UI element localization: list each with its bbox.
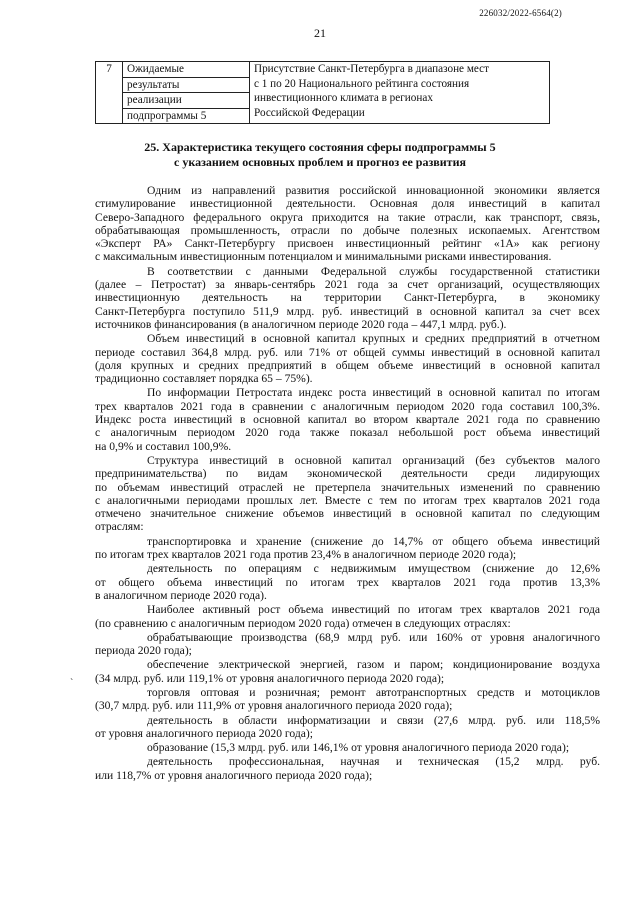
paragraph-line: (далее – Петростат) за январь-сентябрь 2021 года за счет организаций, осуществляющих xyxy=(95,278,600,292)
paragraph-line: Одним из направлений развития российской инновационной экономики является xyxy=(147,184,600,197)
paragraph xyxy=(95,535,600,562)
paragraph-line: инвестиционную деятельность на территории Санкт-Петербурга, в экономику xyxy=(95,291,600,305)
paragraph-line: отмечено значительное снижение объемов инвестиций в основной капитал по следующим xyxy=(95,507,600,521)
paragraph-line: предпринимательства) по видам экономической деятельности среди лидирующих xyxy=(95,467,600,481)
paragraph-line: торговля оптовая и розничная; ремонт автотранспортных средств и мотоциклов xyxy=(147,685,600,699)
row-name-cell xyxy=(123,62,250,124)
paragraph-line: или 118,7% от уровня аналогичного периода 2020 года); xyxy=(95,768,373,782)
paragraph-line: В соответствии с данными Федеральной службы государственной статистики xyxy=(147,264,600,278)
paragraph-line: источников финансирования (в аналогичном периоде 2020 года – 447,1 млрд. руб.). xyxy=(95,317,507,331)
paragraph-line: обрабатывающая промышленность, отрасли по добыче полезных ископаемых. Агентством xyxy=(95,223,600,237)
name-line: подпрограммы 5 xyxy=(127,109,207,122)
value-line: Присутствие Санкт-Петербурга в диапазоне мест xyxy=(254,63,490,75)
name-line: реализации xyxy=(123,93,249,109)
paragraph-line: Санкт-Петербурга поступило 511,9 млрд. руб. инвестиций в основной капитал за счет всех xyxy=(95,304,600,318)
section-title-line: с указанием основных проблем и прогноз ее развития xyxy=(174,155,466,169)
paragraph xyxy=(95,184,600,264)
paragraph-line: деятельность в области информатизации и связи (27,6 млрд. руб. или 118,5% xyxy=(147,713,600,727)
section-title-line: 25. Характеристика текущего состояния сферы подпрограммы 5 xyxy=(144,140,496,154)
paragraph-line: (34 млрд. руб. или 119,1% от уровня аналогичного периода 2020 года); xyxy=(95,671,445,685)
table-row xyxy=(96,62,550,124)
name-line: Ожидаемые xyxy=(123,62,249,78)
paragraph xyxy=(95,741,600,754)
row-number-cell: 7 xyxy=(96,62,123,124)
paragraph xyxy=(95,603,600,630)
paragraph xyxy=(95,686,600,713)
paragraph-line: образование (15,3 млрд. руб. или 146,1% от уровня аналогичного периода 2020 года); xyxy=(147,741,570,755)
value-line: с 1 по 20 Национального рейтинга состояния xyxy=(254,77,470,90)
paragraph-line: от общего объема инвестиций по итогам трех кварталов 2021 года против 13,3% xyxy=(95,575,600,589)
paragraph-line: традиционно составляет порядка 65 – 75%). xyxy=(95,372,313,386)
paragraph xyxy=(95,265,600,331)
paragraph xyxy=(95,562,600,602)
page-number: 21 xyxy=(314,26,326,40)
paragraph-line: Объем инвестиций в основной капитал крупных и средних предприятий в отчетном xyxy=(147,332,600,346)
paragraph-line: трех кварталов 2021 года в сравнении с аналогичным периодом 2020 года составил 100,3%. xyxy=(95,399,600,413)
paragraph-line: периоде составил 364,8 млрд. руб. или 71% от общей суммы инвестиций в основной капитал xyxy=(95,345,600,359)
paragraph-line: транспортировка и хранение (снижение до 14,7% от общего объема инвестиций xyxy=(147,534,600,548)
paragraph-line: с максимальным инвестиционным потенциалом и минимальными рисками инвестирования. xyxy=(95,250,552,264)
paragraph-line: «Эксперт РА» Санкт-Петербургу присвоен инвестиционный рейтинг «1А» как региону xyxy=(95,237,600,251)
paragraph xyxy=(95,714,600,741)
paragraph-line: обеспечение электрической энергией, газом и паром; кондиционирование воздуха xyxy=(147,658,600,672)
paragraph-line: Структура инвестиций в основной капитал организаций (без субъектов малого xyxy=(147,453,600,467)
margin-mark: ` xyxy=(70,678,74,689)
paragraph-line: обрабатывающие производства (68,9 млрд руб. или 160% от уровня аналогичного xyxy=(147,630,600,644)
paragraph-line: на 0,9% и составил 100,9%. xyxy=(95,439,232,453)
paragraph-line: (по сравнению с аналогичным периодом 2020 года) отмечен в следующих отраслях: xyxy=(95,616,511,630)
paragraph xyxy=(95,454,600,534)
paragraph-line: Наиболее активный рост объема инвестиций по итогам трех кварталов 2021 года xyxy=(147,603,600,617)
paragraph-line: в аналогичном периоде 2020 года). xyxy=(95,588,267,602)
paragraph-line: отраслям: xyxy=(95,520,144,534)
paragraph-line: по объемам инвестиций отраслей не претерпела значительных изменений по сравнению xyxy=(95,480,600,494)
paragraph xyxy=(95,332,600,385)
paragraph-line: с аналогичным периодом 2020 года также показал небольшой рост объема инвестиций xyxy=(95,426,600,440)
paragraph-line: деятельность по операциям с недвижимым имуществом (снижение до 12,6% xyxy=(147,562,600,576)
paragraph xyxy=(95,755,600,782)
paragraph xyxy=(95,386,600,452)
paragraph-line: стимулирование инвестиционной деятельности. Основная доля инвестиций в капитал xyxy=(95,197,600,211)
value-line: Российской Федерации xyxy=(254,106,365,119)
paragraph-line: Индекс роста инвестиций в основной капитал во втором квартале 2021 года по сравнению xyxy=(95,413,600,427)
body-text xyxy=(95,184,600,783)
section-title xyxy=(0,140,640,170)
paragraph xyxy=(95,658,600,685)
paragraph-line: (доля крупных и средних предприятий в общем объеме инвестиций в основной капитал xyxy=(95,358,600,372)
name-line: результаты xyxy=(123,78,249,94)
paragraph-line: Северо-Западного федерального округа приходится на такие отрасли, как транспорт, связь, xyxy=(95,210,600,224)
row-value-cell xyxy=(250,62,550,124)
paragraph-line: деятельность профессиональная, научная и техническая (15,2 млрд. руб. xyxy=(147,755,600,769)
document-id: 226032/2022-6564(2) xyxy=(479,8,562,18)
paragraph xyxy=(95,631,600,658)
paragraph-line: по итогам трех кварталов 2021 года против 23,4% в аналогичном периоде 2020 года); xyxy=(95,548,517,562)
paragraph-line: периода 2020 года); xyxy=(95,644,192,658)
indicator-table xyxy=(95,61,550,124)
paragraph-line: (30,7 млрд. руб. или 111,9% от уровня аналогичного периода 2020 года); xyxy=(95,699,453,713)
value-line: инвестиционного климата в регионах xyxy=(254,92,433,104)
paragraph-line: от уровня аналогичного периода 2020 года); xyxy=(95,726,313,740)
paragraph-line: По информации Петростата индекс роста инвестиций в основной капитал по итогам xyxy=(147,386,600,400)
paragraph-line: с аналогичными периодами прошлых лет. Вместе с тем по итогам трех кварталов 2021 года xyxy=(95,493,600,507)
